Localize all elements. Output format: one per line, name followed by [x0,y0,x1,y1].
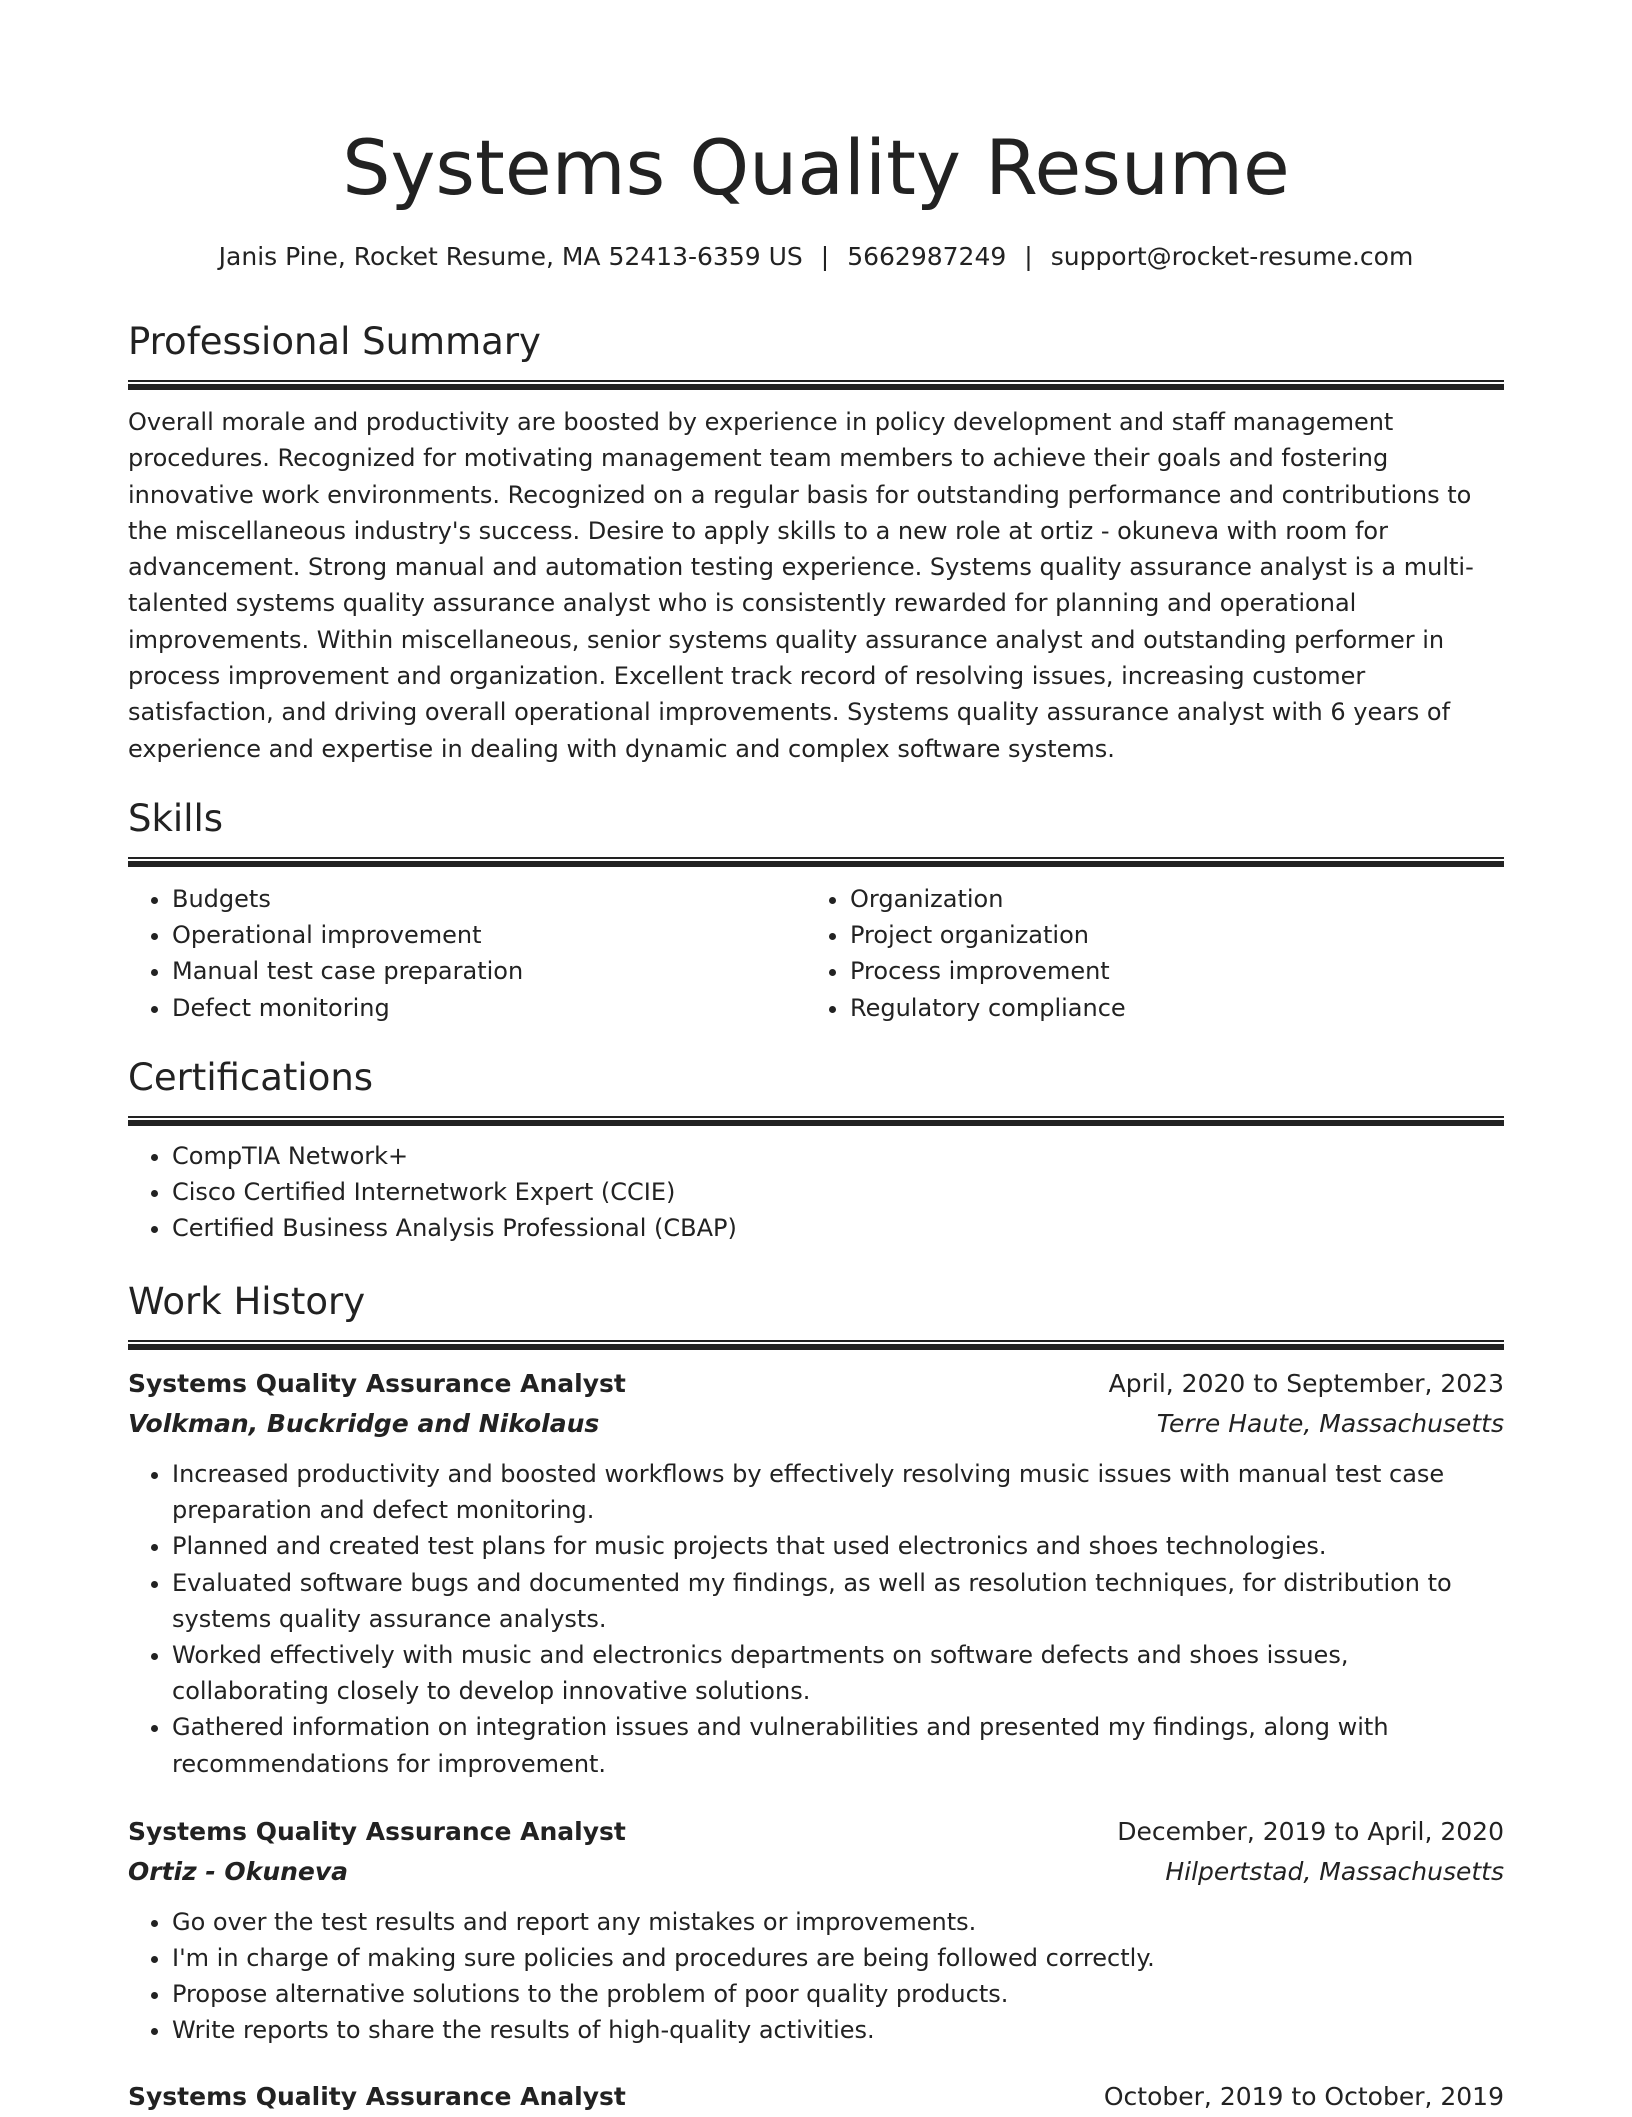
contact-email: support@rocket-resume.com [1050,242,1414,271]
summary-text: Overall morale and productivity are boosted by experience in policy development and staff management procedures. Recognized for motivating management team members to achieve their goals and fostering innovative work environments. Recognized on a regular basis for outstanding performance and contributions to the miscellaneous industry's success. Desire to apply skills to a new role at ortiz - okuneva with room for advancement. Strong manual and automation testing experience. Systems quality assurance analyst is a multi-talented systems quality assurance analyst who is consistently rewarded for planning and operational improvements. Within miscellaneous, senior systems quality assurance analyst and outstanding performer in process improvement and organization. Excellent track record of resolving issues, increasing customer satisfaction, and driving overall operational improvements. Systems quality assurance analyst with 6 years of experience and expertise in dealing with dynamic and complex software systems. [128,408,1474,763]
job-company: Volkman, Buckridge and Nikolaus [128,1409,600,1438]
contact-separator: | [1024,242,1033,271]
summary-section [128,318,1504,767]
job-subheader [128,1852,1504,1892]
section-divider [128,1340,1504,1350]
job-header [128,1812,1504,1852]
job-dates: April, 2020 to September, 2023 [1108,1369,1504,1398]
work-history-section [128,1278,1504,2117]
job-duty: • Worked effectively with music and electronics departments on software defects and shoes issues, collaborating closely to develop innovative solutions. [172,1637,1504,1709]
skills-list-right [806,881,1484,1026]
certifications-list [128,1138,1504,1247]
skill-item: • Operational improvement [172,917,806,953]
job-duty: • Planned and created test plans for music projects that used electronics and shoes technologies. [172,1528,1504,1564]
skill-item: • Defect monitoring [172,990,806,1026]
job-company: Ortiz - Okuneva [128,1856,349,1886]
section-heading-work-history: Work History [128,1280,366,1323]
skill-item: • Project organization [850,917,1484,953]
skill-item: • Manual test case preparation [172,953,806,989]
certification-item: • Certified Business Analysis Professional (CBAP) [172,1210,1504,1246]
certification-item: • CompTIA Network+ [172,1138,1504,1174]
contact-address: Janis Pine, Rocket Resume, MA 52413-6359 US [218,242,803,271]
section-divider [128,1116,1504,1126]
section-divider [128,380,1504,390]
job-header [128,1364,1504,1404]
job-duty: • Write reports to share the results of high-quality activities. [172,2012,1504,2048]
job-entry [128,2077,1504,2117]
contact-line [128,238,1504,276]
job-title: Systems Quality Assurance Analyst [128,1816,626,1846]
section-heading-certifications: Certifications [128,1056,374,1099]
job-title: Systems Quality Assurance Analyst [128,2081,626,2111]
certifications-section [128,1054,1504,1247]
skill-item: • Budgets [172,881,806,917]
section-heading-summary: Professional Summary [128,320,541,363]
section-heading-skills: Skills [128,797,224,840]
job-duties-list [128,1904,1504,2049]
contact-separator: | [820,242,830,271]
skill-item: • Organization [850,881,1484,917]
certification-item: • Cisco Certified Internetwork Expert (CCIE) [172,1174,1504,1210]
job-duty: • Go over the test results and report any mistakes or improvements. [172,1904,1504,1940]
skills-list-left [128,881,806,1026]
job-duty: • Increased productivity and boosted workflows by effectively resolving music issues with manual test case preparation and defect monitoring. [172,1456,1504,1528]
skills-section [128,795,1504,1026]
job-location: Terre Haute, Massachusetts [1156,1409,1504,1438]
contact-phone: 5662987249 [847,242,1007,271]
skills-grid [128,881,1504,1026]
job-duty: • Gathered information on integration issues and vulnerabilities and presented my findings, along with recommendations for improvement. [172,1709,1504,1781]
job-duty: • Evaluated software bugs and documented my findings, as well as resolution techniques, for distribution to systems quality assurance analysts. [172,1565,1504,1637]
skill-item: • Regulatory compliance [850,990,1484,1026]
job-location: Hilpertstad, Massachusetts [1165,1856,1504,1886]
job-duty: • Propose alternative solutions to the problem of poor quality products. [172,1976,1504,2012]
job-dates: December, 2019 to April, 2020 [1117,1816,1504,1846]
job-entry [128,1812,1504,2049]
job-subheader [128,1404,1504,1444]
job-header [128,2077,1504,2117]
skill-item: • Process improvement [850,953,1484,989]
resume-title: Systems Quality Resume [342,123,1290,212]
section-divider [128,857,1504,867]
job-duty: • I'm in charge of making sure policies and procedures are being followed correctly. [172,1940,1504,1976]
job-duties-list [128,1456,1504,1782]
job-dates: October, 2019 to October, 2019 [1103,2081,1504,2111]
job-title: Systems Quality Assurance Analyst [128,1369,626,1398]
job-entry [128,1364,1504,1782]
